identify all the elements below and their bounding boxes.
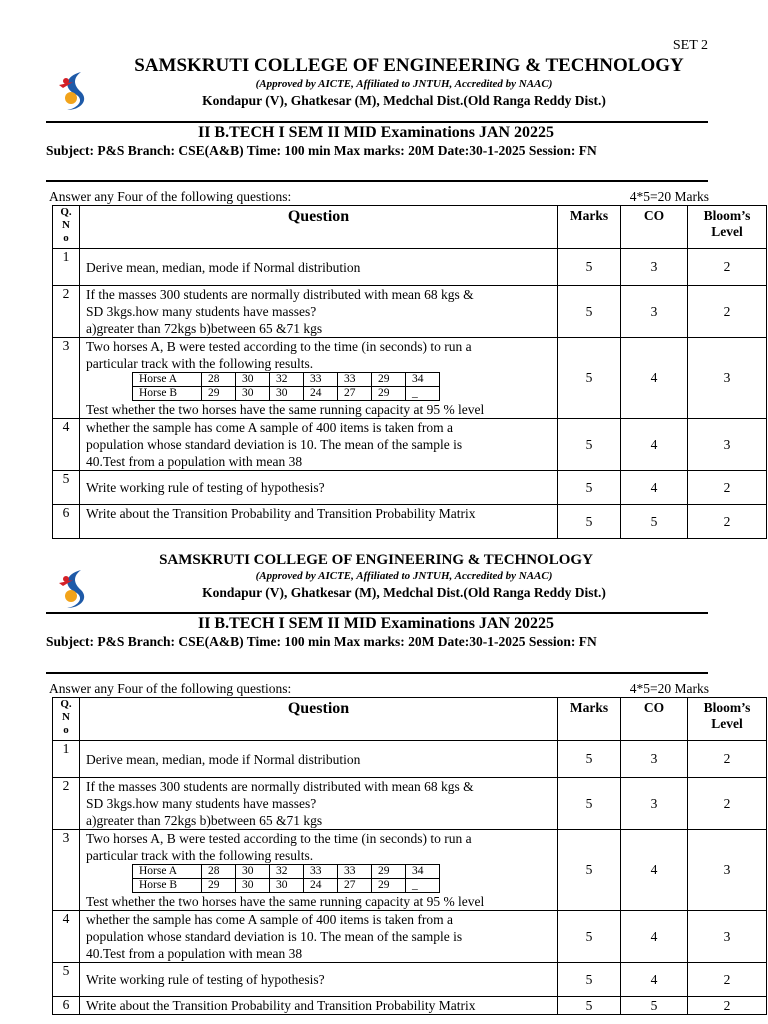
question-co: 3 <box>621 741 688 778</box>
question-number: 6 <box>53 997 80 1015</box>
question-bloom: 2 <box>688 505 767 539</box>
question-number: 4 <box>53 911 80 963</box>
question-bloom: 2 <box>688 471 767 505</box>
instructions <box>49 681 709 697</box>
question-table <box>52 205 767 539</box>
question-text: Write working rule of testing of hypothesis? <box>80 963 558 997</box>
question-bloom: 2 <box>688 963 767 997</box>
question-marks: 5 <box>558 505 621 539</box>
question-co: 4 <box>621 830 688 911</box>
table-row <box>53 997 767 1015</box>
table-header-row <box>53 698 767 741</box>
question-header: Question <box>80 698 558 741</box>
bloom-header: Bloom’s Level <box>688 698 767 741</box>
question-text: Derive mean, median, mode if Normal distribution <box>80 741 558 778</box>
table-row <box>53 419 767 471</box>
qno-header: Q. N o <box>53 698 80 741</box>
question-header: Question <box>80 206 558 249</box>
question-marks: 5 <box>558 419 621 471</box>
question-number: 5 <box>53 471 80 505</box>
question-co: 5 <box>621 997 688 1015</box>
question-number: 1 <box>53 249 80 286</box>
question-co: 3 <box>621 778 688 830</box>
qno-header: Q. N o <box>53 206 80 249</box>
question-co: 4 <box>621 963 688 997</box>
table-row <box>53 505 767 539</box>
subject-divider <box>46 180 708 182</box>
subject-line: Subject: P&S Branch: CSE(A&B) Time: 100 min Max marks: 20M Date:30-1-2025 Session: FN <box>46 143 597 158</box>
subject-divider <box>46 672 708 674</box>
approval-text: (Approved by AICTE, Affiliated to JNTUH, Accredited by NAAC) <box>255 570 553 582</box>
horse-a-row: Horse A 28 30 32 33 33 29 34 <box>133 865 440 879</box>
question-text: Two horses A, B were tested according to the time (in seconds) to run a particular track with the following results. Horse A 28 30 32 33 33 29 34 Horse B 29 30 30 24 27 29 _ Test whether the two horses have the same running capacity at 95 % level <box>80 830 558 911</box>
question-text: Two horses A, B were tested according to the time (in seconds) to run a particular track with the following results. Horse A 28 30 32 33 33 29 34 Horse B 29 30 30 24 27 29 _ Test whether the two horses have the same running capacity at 95 % level <box>80 338 558 419</box>
question-bloom: 3 <box>688 419 767 471</box>
co-header: CO <box>621 698 688 741</box>
question-bloom: 2 <box>688 249 767 286</box>
horse-b-row: Horse B 29 30 30 24 27 29 _ <box>133 879 440 893</box>
table-row <box>53 963 767 997</box>
table-row <box>53 286 767 338</box>
exam-title: II B.TECH I SEM II MID Examinations JAN 20225 <box>197 124 555 141</box>
instruction-text: Answer any Four of the following questions: <box>49 189 292 204</box>
question-text: Write about the Transition Probability and Transition Probability Matrix <box>80 505 558 539</box>
marks-scheme: 4*5=20 Marks <box>629 681 709 696</box>
question-co: 5 <box>621 505 688 539</box>
horse-times-table <box>132 372 440 401</box>
question-text: If the masses 300 students are normally distributed with mean 68 kgs & SD 3kgs.how many students have masses? a)greater than 72kgs b)between 65 &71 kgs <box>80 778 558 830</box>
question-number: 4 <box>53 419 80 471</box>
table-header-row <box>53 206 767 249</box>
question-marks: 5 <box>558 286 621 338</box>
question-bloom: 2 <box>688 286 767 338</box>
question-text: Write about the Transition Probability and Transition Probability Matrix <box>80 997 558 1015</box>
question-marks: 5 <box>558 830 621 911</box>
table-row <box>53 338 767 419</box>
table-row <box>53 830 767 911</box>
college-address: Kondapur (V), Ghatkesar (M), Medchal Dist.(Old Ranga Reddy Dist.) <box>202 585 606 600</box>
header-divider <box>46 121 708 123</box>
horse-times-table <box>132 864 440 893</box>
table-row <box>53 741 767 778</box>
question-number: 2 <box>53 778 80 830</box>
question-number: 3 <box>53 338 80 419</box>
question-marks: 5 <box>558 997 621 1015</box>
question-co: 4 <box>621 471 688 505</box>
question-marks: 5 <box>558 471 621 505</box>
question-bloom: 2 <box>688 997 767 1015</box>
college-name: SAMSKRUTI COLLEGE OF ENGINEERING & TECHNOLOGY <box>134 55 684 76</box>
question-number: 2 <box>53 286 80 338</box>
question-bloom: 3 <box>688 911 767 963</box>
instruction-text: Answer any Four of the following questions: <box>49 681 292 696</box>
marks-header: Marks <box>558 698 621 741</box>
horse-b-row: Horse B 29 30 30 24 27 29 _ <box>133 387 440 401</box>
question-marks: 5 <box>558 338 621 419</box>
co-header: CO <box>621 206 688 249</box>
question-text: whether the sample has come A sample of 400 items is taken from a population whose standard deviation is 10. The mean of the sample is 40.Test from a population with mean 38 <box>80 911 558 963</box>
question-marks: 5 <box>558 249 621 286</box>
question-bloom: 3 <box>688 830 767 911</box>
question-marks: 5 <box>558 963 621 997</box>
question-text: Write working rule of testing of hypothesis? <box>80 471 558 505</box>
question-marks: 5 <box>558 778 621 830</box>
table-row <box>53 778 767 830</box>
set-label: SET 2 <box>672 38 708 53</box>
bloom-header: Bloom’s Level <box>688 206 767 249</box>
question-text: Derive mean, median, mode if Normal distribution <box>80 249 558 286</box>
question-co: 3 <box>621 286 688 338</box>
table-row <box>53 471 767 505</box>
instructions <box>49 189 709 205</box>
marks-scheme: 4*5=20 Marks <box>629 189 709 204</box>
question-bloom: 2 <box>688 778 767 830</box>
question-marks: 5 <box>558 911 621 963</box>
marks-header: Marks <box>558 206 621 249</box>
question-number: 1 <box>53 741 80 778</box>
question-number: 6 <box>53 505 80 539</box>
question-marks: 5 <box>558 741 621 778</box>
approval-text: (Approved by AICTE, Affiliated to JNTUH, Accredited by NAAC) <box>255 78 553 90</box>
question-co: 3 <box>621 249 688 286</box>
question-text: whether the sample has come A sample of 400 items is taken from a population whose standard deviation is 10. The mean of the sample is 40.Test from a population with mean 38 <box>80 419 558 471</box>
college-address: Kondapur (V), Ghatkesar (M), Medchal Dist.(Old Ranga Reddy Dist.) <box>202 93 606 108</box>
question-text: If the masses 300 students are normally distributed with mean 68 kgs & SD 3kgs.how many students have masses? a)greater than 72kgs b)between 65 &71 kgs <box>80 286 558 338</box>
exam-title: II B.TECH I SEM II MID Examinations JAN 20225 <box>197 615 555 632</box>
header-divider <box>46 612 708 614</box>
question-co: 4 <box>621 911 688 963</box>
question-bloom: 2 <box>688 741 767 778</box>
horse-a-row: Horse A 28 30 32 33 33 29 34 <box>133 373 440 387</box>
question-co: 4 <box>621 419 688 471</box>
question-table <box>52 697 767 1015</box>
table-row <box>53 911 767 963</box>
question-bloom: 3 <box>688 338 767 419</box>
question-co: 4 <box>621 338 688 419</box>
subject-line: Subject: P&S Branch: CSE(A&B) Time: 100 min Max marks: 20M Date:30-1-2025 Session: FN <box>46 634 597 649</box>
college-name: SAMSKRUTI COLLEGE OF ENGINEERING & TECHNOLOGY <box>159 552 593 568</box>
table-row <box>53 249 767 286</box>
question-number: 3 <box>53 830 80 911</box>
question-number: 5 <box>53 963 80 997</box>
